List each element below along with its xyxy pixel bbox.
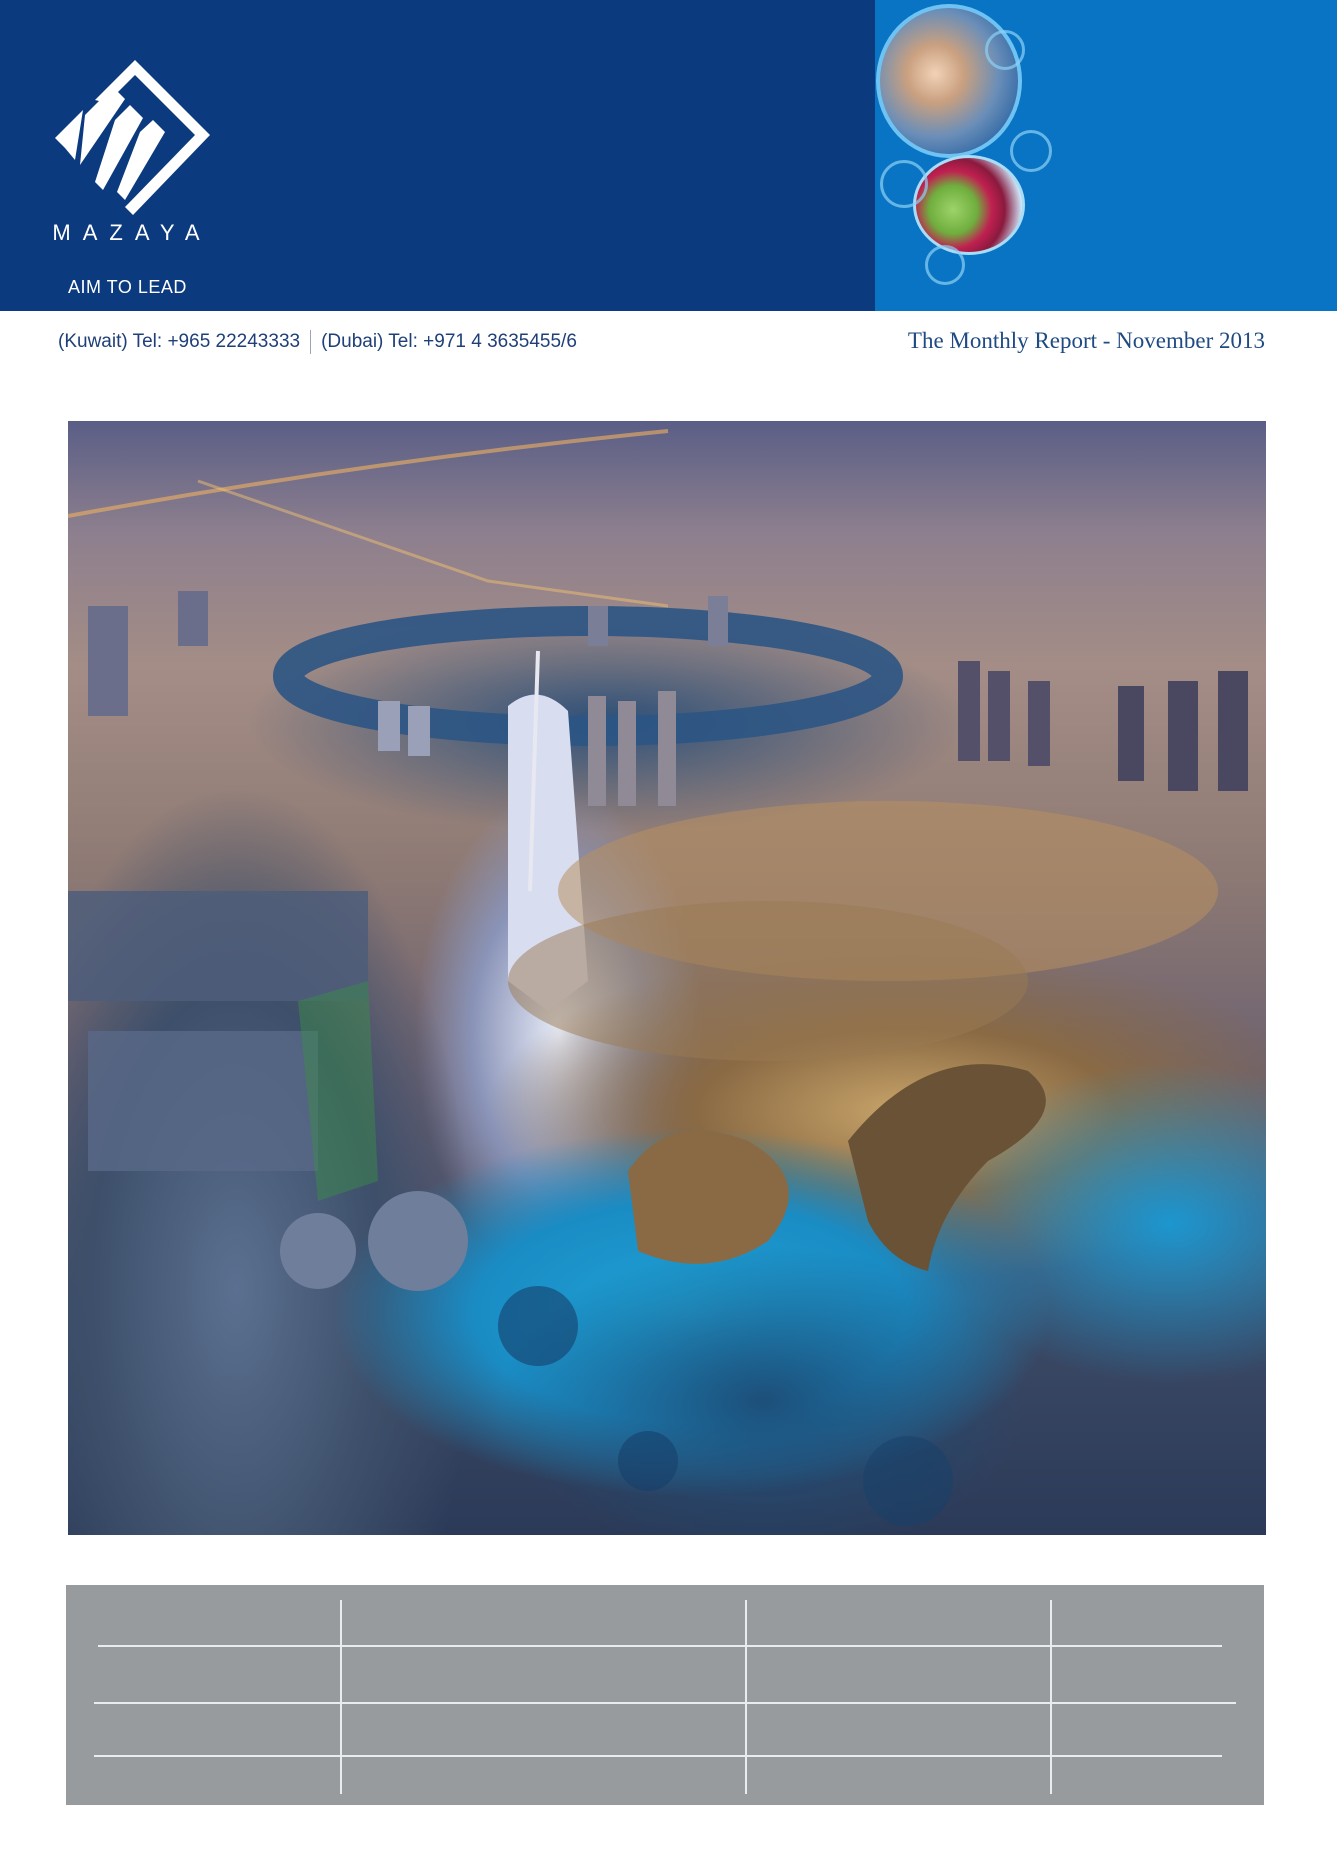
aerial-city-illustration	[68, 421, 1266, 1535]
kuwait-phone: (Kuwait) Tel: +965 22243333	[58, 331, 301, 353]
tagline: AIM TO LEAD	[68, 277, 187, 297]
table-column-divider	[1050, 1600, 1052, 1794]
brand-name: MAZAYA	[52, 220, 212, 245]
info-table	[66, 1585, 1264, 1805]
decorative-bubble-icon	[1010, 130, 1052, 172]
decorative-bubble-icon	[880, 160, 928, 208]
table-row-divider	[94, 1755, 1222, 1757]
header-banner	[0, 0, 875, 311]
people-drinking-bubble-image	[876, 4, 1022, 158]
report-title: The Monthly Report - November 2013	[907, 328, 1265, 353]
fruit-bubble-image	[913, 155, 1025, 255]
table-row-divider	[94, 1702, 1236, 1704]
contact-divider	[310, 330, 311, 354]
table-row-divider	[98, 1645, 1222, 1647]
dubai-phone: (Dubai) Tel: +971 4 3635455/6	[321, 331, 577, 353]
cover-photo	[68, 421, 1266, 1535]
table-column-divider	[340, 1600, 342, 1794]
decorative-bubble-icon	[925, 245, 965, 285]
table-column-divider	[745, 1600, 747, 1794]
mazaya-logo-icon	[55, 60, 210, 220]
decorative-bubble-icon	[985, 30, 1025, 70]
contact-info	[58, 330, 577, 354]
